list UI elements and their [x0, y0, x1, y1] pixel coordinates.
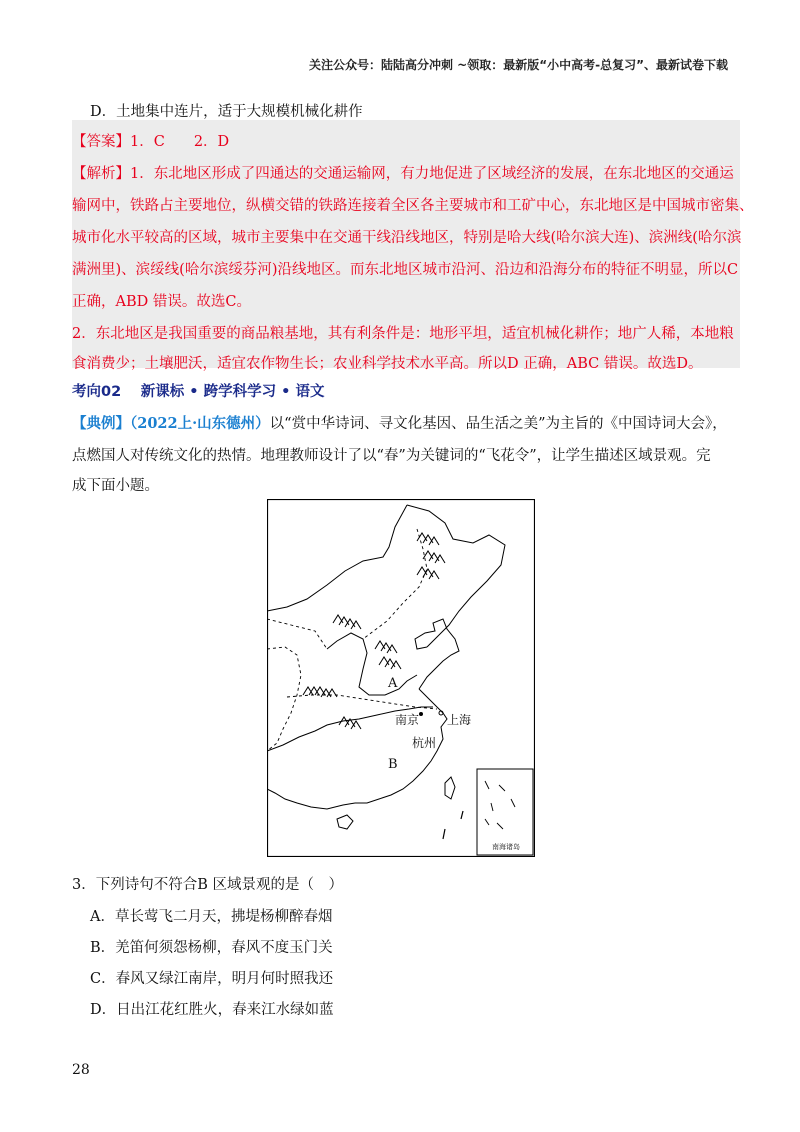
example-tag: 【典例】	[72, 415, 130, 432]
analysis-line: 输网中，铁路占主要地位，纵横交错的铁路连接着全区各主要城市和工矿中心，东北地区是中国城市密集、	[72, 198, 754, 214]
map-city-shanghai: 上海	[447, 713, 472, 727]
analysis-line: 2．东北地区是我国重要的商品粮基地，其有利条件是：地形平坦，适宜机械化耕作；地广人稀，本地粮	[72, 326, 734, 342]
option-c: C．春风又绿江南岸，明月何时照我还	[90, 971, 334, 987]
example-text: 以“赏中华诗词、寻文化基因、品生活之美”为主旨的《中国诗词大会》，	[269, 416, 727, 432]
page-number: 28	[72, 1062, 90, 1078]
map-label-b: B	[388, 757, 398, 772]
previous-option-d: D．土地集中连片，适于大规模机械化耕作	[90, 104, 363, 120]
china-east-map	[267, 499, 535, 857]
example-source: （2022上·山东德州）	[130, 415, 270, 432]
option-b: B．羌笛何须怨杨柳，春风不度玉门关	[90, 940, 333, 956]
question-stem: 3．下列诗句不符合B 区域景观的是（ ）	[72, 877, 343, 893]
example-line-2: 点燃国人对传统文化的热情。地理教师设计了以“春”为关键词的“飞花令”，让学生描述区域景观。完	[72, 448, 711, 464]
section-title: 考向02 新课标 • 跨学科学习 • 语文	[72, 384, 325, 400]
example-line-3: 成下面小题。	[72, 478, 159, 494]
answer-line: 【答案】1．C 2．D	[72, 134, 230, 150]
map-city-hangzhou: 杭州	[412, 736, 437, 750]
analysis-line: 满洲里)、滨绥线(哈尔滨绥芬河)沿线地区。而东北地区城市沿河、沿边和沿海分布的特征不明显，所以C	[72, 262, 739, 278]
option-a: A．草长莺飞二月天，拂堤杨柳醉春烟	[90, 909, 333, 925]
analysis-line: 城市化水平较高的区域，城市主要集中在交通干线沿线地区，特别是哈大线(哈尔滨大连)、滨洲线(哈尔滨	[72, 230, 742, 246]
page-header: 关注公众号：陆陆高分冲刺 ~领取：最新版“小中高考-总复习”、最新试卷下载	[309, 58, 728, 72]
map-inset-label: 南海诸岛	[492, 843, 520, 851]
map-city-nanjing: 南京	[395, 713, 420, 727]
map-label-a: A	[388, 676, 398, 691]
example-line-1	[72, 412, 727, 433]
analysis-line: 【解析】1．东北地区形成了四通达的交通运输网，有力地促进了区域经济的发展，在东北地区的交通运	[72, 166, 734, 182]
analysis-line: 正确，ABD 错误。故选C。	[72, 294, 251, 310]
analysis-line: 食消费少；土壤肥沃，适宜农作物生长；农业科学技术水平高。所以D 正确，ABC 错误。故选D。	[72, 356, 703, 372]
option-d: D．日出江花红胜火，春来江水绿如蓝	[90, 1002, 334, 1018]
